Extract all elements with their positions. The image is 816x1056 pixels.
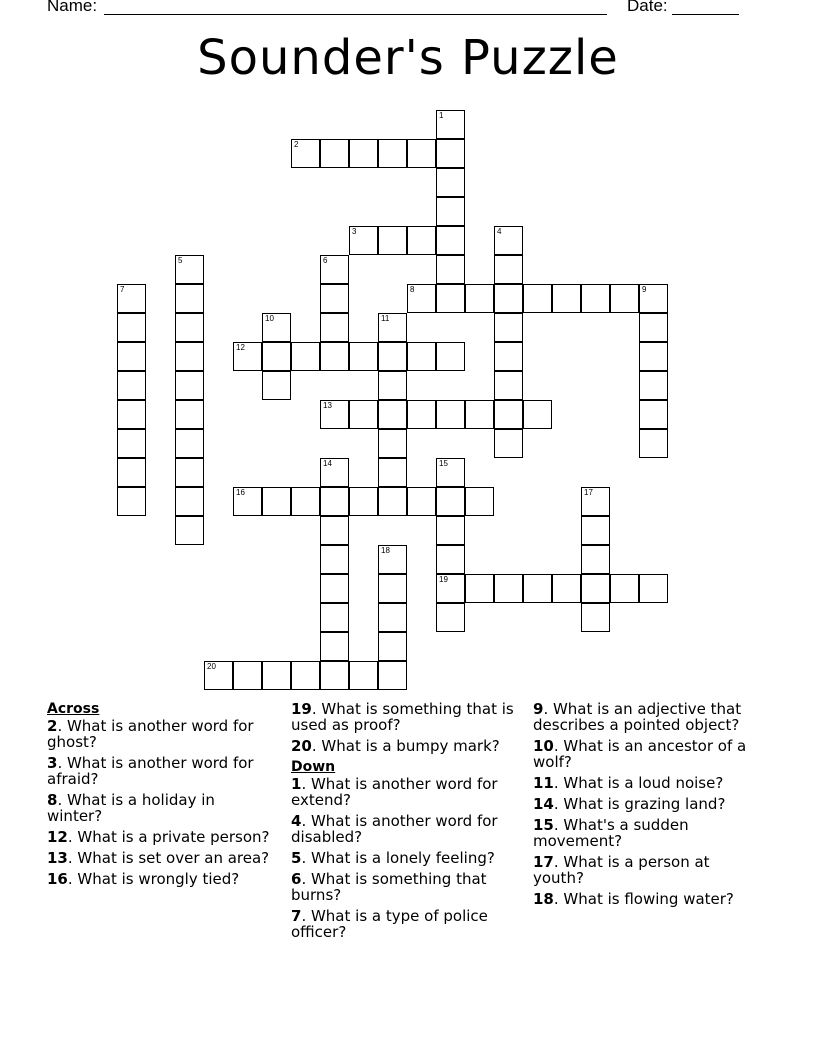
grid-cell[interactable] — [581, 574, 610, 603]
grid-cell[interactable] — [349, 139, 378, 168]
clue-text: . What is a bumpy mark? — [311, 737, 500, 755]
down-heading: Down — [291, 759, 336, 775]
grid-cell[interactable] — [320, 661, 349, 690]
grid-cell[interactable] — [465, 574, 494, 603]
grid-cell[interactable] — [175, 458, 204, 487]
page-title: Sounder's Puzzle — [197, 30, 619, 86]
grid-cell[interactable] — [117, 284, 146, 313]
grid-cell[interactable] — [523, 574, 552, 603]
clue-number: 3 — [47, 754, 58, 772]
cell-number: 19 — [439, 575, 448, 584]
clue-number: 12 — [47, 828, 68, 846]
cell-number: 13 — [323, 401, 332, 410]
clue-text: . What is something that burns? — [291, 870, 487, 904]
cell-number: 16 — [236, 488, 245, 497]
date-field-line[interactable] — [672, 14, 739, 15]
clue-item — [533, 738, 758, 770]
clue-text: . What is something that is used as proof? — [291, 700, 514, 734]
grid-cell[interactable] — [436, 226, 465, 255]
grid-cell[interactable] — [494, 226, 523, 255]
grid-cell[interactable] — [175, 371, 204, 400]
grid-cell[interactable] — [320, 632, 349, 661]
grid-cell[interactable] — [581, 516, 610, 545]
grid-cell[interactable] — [378, 545, 407, 574]
clue-number: 5 — [291, 849, 302, 867]
grid-cell[interactable] — [378, 400, 407, 429]
clue-text: . What is a lonely feeling? — [301, 849, 495, 867]
grid-cell[interactable] — [320, 458, 349, 487]
grid-cell[interactable] — [291, 342, 320, 371]
grid-cell[interactable] — [378, 574, 407, 603]
clue-number: 14 — [533, 795, 554, 813]
grid-cell[interactable] — [378, 226, 407, 255]
grid-cell[interactable] — [233, 661, 262, 690]
clue-column-2 — [291, 701, 516, 945]
grid-cell[interactable] — [639, 284, 668, 313]
grid-cell[interactable] — [262, 487, 291, 516]
grid-cell[interactable] — [349, 226, 378, 255]
clue-text: . What is another word for disabled? — [291, 812, 498, 846]
grid-cell[interactable] — [523, 400, 552, 429]
grid-cell[interactable] — [465, 487, 494, 516]
grid-cell[interactable] — [494, 342, 523, 371]
grid-cell[interactable] — [610, 574, 639, 603]
grid-cell[interactable] — [378, 458, 407, 487]
clue-number: 17 — [533, 853, 554, 871]
grid-cell[interactable] — [291, 661, 320, 690]
cell-number: 6 — [323, 256, 328, 265]
clue-number: 10 — [533, 737, 554, 755]
grid-cell[interactable] — [639, 313, 668, 342]
cell-number: 2 — [294, 140, 299, 149]
cell-number: 7 — [120, 285, 125, 294]
grid-cell[interactable] — [407, 400, 436, 429]
cell-number: 15 — [439, 459, 448, 468]
grid-cell[interactable] — [262, 661, 291, 690]
name-label: Name: — [47, 0, 98, 15]
cell-number: 9 — [642, 285, 647, 294]
clue-number: 9 — [533, 700, 544, 718]
grid-cell[interactable] — [465, 284, 494, 313]
clue-number: 1 — [291, 775, 302, 793]
grid-cell[interactable] — [610, 284, 639, 313]
clue-text: . What is a holiday in winter? — [47, 791, 215, 825]
cell-number: 1 — [439, 111, 444, 120]
grid-cell[interactable] — [349, 342, 378, 371]
grid-cell[interactable] — [436, 487, 465, 516]
grid-cell[interactable] — [436, 603, 465, 632]
grid-cell[interactable] — [320, 603, 349, 632]
clue-text: . What is a private person? — [67, 828, 270, 846]
clue-text: . What is an ancestor of a wolf? — [533, 737, 747, 771]
grid-cell[interactable] — [436, 574, 465, 603]
clue-text: . What is another word for ghost? — [47, 717, 254, 751]
grid-cell[interactable] — [349, 400, 378, 429]
grid-cell[interactable] — [175, 487, 204, 516]
cell-number: 18 — [381, 546, 390, 555]
clue-item — [533, 817, 758, 849]
name-field-line[interactable] — [104, 14, 607, 15]
grid-cell[interactable] — [436, 255, 465, 284]
grid-cell[interactable] — [407, 487, 436, 516]
cell-number: 10 — [265, 314, 274, 323]
grid-cell[interactable] — [436, 342, 465, 371]
grid-cell[interactable] — [378, 313, 407, 342]
grid-cell[interactable] — [436, 516, 465, 545]
cell-number: 4 — [497, 227, 502, 236]
grid-cell[interactable] — [262, 313, 291, 342]
clue-item — [291, 850, 516, 866]
clue-item — [291, 871, 516, 903]
grid-cell[interactable] — [175, 516, 204, 545]
grid-cell[interactable] — [581, 487, 610, 516]
header-row — [47, 0, 747, 20]
clue-text: . What is grazing land? — [553, 795, 726, 813]
grid-cell[interactable] — [552, 284, 581, 313]
grid-cell[interactable] — [378, 429, 407, 458]
grid-cell[interactable] — [117, 458, 146, 487]
cell-number: 3 — [352, 227, 357, 236]
clue-number: 7 — [291, 907, 302, 925]
grid-cell[interactable] — [320, 545, 349, 574]
grid-cell[interactable] — [639, 429, 668, 458]
grid-cell[interactable] — [117, 400, 146, 429]
grid-cell[interactable] — [262, 371, 291, 400]
grid-cell[interactable] — [320, 574, 349, 603]
grid-cell[interactable] — [407, 284, 436, 313]
clue-item — [533, 891, 758, 907]
grid-cell[interactable] — [378, 487, 407, 516]
grid-cell[interactable] — [494, 429, 523, 458]
date-label: Date: — [627, 0, 668, 15]
grid-cell[interactable] — [639, 574, 668, 603]
across-heading: Across — [47, 701, 100, 717]
clue-number: 18 — [533, 890, 554, 908]
grid-cell[interactable] — [349, 487, 378, 516]
grid-cell[interactable] — [320, 400, 349, 429]
clue-text: . What is an adjective that describes a pointed object? — [533, 700, 742, 734]
grid-cell[interactable] — [320, 313, 349, 342]
clue-item — [291, 908, 516, 940]
cell-number: 20 — [207, 662, 216, 671]
clue-number: 6 — [291, 870, 302, 888]
grid-cell[interactable] — [320, 516, 349, 545]
cell-number: 5 — [178, 256, 183, 265]
grid-cell[interactable] — [639, 371, 668, 400]
grid-cell[interactable] — [581, 603, 610, 632]
grid-cell[interactable] — [494, 400, 523, 429]
grid-cell[interactable] — [117, 429, 146, 458]
clue-number: 16 — [47, 870, 68, 888]
clue-item — [47, 829, 272, 845]
grid-cell[interactable] — [378, 632, 407, 661]
grid-cell[interactable] — [378, 603, 407, 632]
grid-cell[interactable] — [494, 371, 523, 400]
clue-text: . What is a type of police officer? — [291, 907, 488, 941]
grid-cell[interactable] — [233, 342, 262, 371]
grid-cell[interactable] — [494, 284, 523, 313]
grid-cell[interactable] — [320, 255, 349, 284]
cell-number: 12 — [236, 343, 245, 352]
clue-text: . What is a loud noise? — [553, 774, 724, 792]
grid-cell[interactable] — [117, 342, 146, 371]
grid-cell[interactable] — [523, 284, 552, 313]
grid-cell[interactable] — [117, 487, 146, 516]
clue-item — [291, 813, 516, 845]
grid-cell[interactable] — [175, 284, 204, 313]
grid-cell[interactable] — [407, 139, 436, 168]
clue-item — [291, 738, 516, 754]
grid-cell[interactable] — [436, 197, 465, 226]
clue-item — [47, 850, 272, 866]
clue-item — [533, 854, 758, 886]
grid-cell[interactable] — [436, 400, 465, 429]
clue-item — [47, 792, 272, 824]
clue-item — [47, 871, 272, 887]
grid-cell[interactable] — [291, 139, 320, 168]
grid-cell[interactable] — [378, 342, 407, 371]
grid-cell[interactable] — [436, 110, 465, 139]
grid-cell[interactable] — [320, 487, 349, 516]
grid-cell[interactable] — [320, 284, 349, 313]
grid-cell[interactable] — [407, 342, 436, 371]
clue-item — [533, 796, 758, 812]
grid-cell[interactable] — [320, 342, 349, 371]
clue-number: 20 — [291, 737, 312, 755]
grid-cell[interactable] — [320, 139, 349, 168]
clue-column-1 — [47, 701, 272, 892]
grid-cell[interactable] — [494, 255, 523, 284]
clue-item — [533, 775, 758, 791]
grid-cell[interactable] — [378, 661, 407, 690]
clue-text: . What is flowing water? — [553, 890, 734, 908]
clue-item — [533, 701, 758, 733]
clue-text: . What's a sudden movement? — [533, 816, 689, 850]
clue-number: 2 — [47, 717, 58, 735]
clue-number: 19 — [291, 700, 312, 718]
grid-cell[interactable] — [291, 487, 320, 516]
grid-cell[interactable] — [639, 342, 668, 371]
grid-cell[interactable] — [494, 574, 523, 603]
grid-cell[interactable] — [233, 487, 262, 516]
clue-item — [291, 701, 516, 733]
cell-number: 8 — [410, 285, 415, 294]
grid-cell[interactable] — [378, 371, 407, 400]
grid-cell[interactable] — [262, 342, 291, 371]
cell-number: 14 — [323, 459, 332, 468]
cell-number: 17 — [584, 488, 593, 497]
clue-text: . What is another word for afraid? — [47, 754, 254, 788]
clue-column-3 — [533, 701, 758, 912]
grid-cell[interactable] — [436, 545, 465, 574]
grid-cell[interactable] — [494, 313, 523, 342]
clue-text: . What is another word for extend? — [291, 775, 498, 809]
cell-number: 11 — [381, 314, 390, 323]
grid-cell[interactable] — [436, 168, 465, 197]
clue-item — [291, 776, 516, 808]
grid-cell[interactable] — [204, 661, 233, 690]
clue-text: . What is a person at youth? — [533, 853, 710, 887]
clue-number: 11 — [533, 774, 554, 792]
grid-cell[interactable] — [581, 284, 610, 313]
grid-cell[interactable] — [175, 342, 204, 371]
grid-cell[interactable] — [407, 226, 436, 255]
grid-cell[interactable] — [436, 139, 465, 168]
grid-cell[interactable] — [175, 429, 204, 458]
clue-number: 8 — [47, 791, 58, 809]
grid-cell[interactable] — [117, 313, 146, 342]
clue-item — [47, 755, 272, 787]
clue-item — [47, 718, 272, 750]
grid-cell[interactable] — [581, 545, 610, 574]
grid-cell[interactable] — [175, 313, 204, 342]
grid-cell[interactable] — [378, 139, 407, 168]
grid-cell[interactable] — [465, 400, 494, 429]
grid-cell[interactable] — [552, 574, 581, 603]
grid-cell[interactable] — [436, 284, 465, 313]
clue-text: . What is set over an area? — [67, 849, 270, 867]
clue-text: . What is wrongly tied? — [67, 870, 240, 888]
clue-number: 13 — [47, 849, 68, 867]
grid-cell[interactable] — [436, 458, 465, 487]
grid-cell[interactable] — [639, 400, 668, 429]
grid-cell[interactable] — [349, 661, 378, 690]
clue-number: 4 — [291, 812, 302, 830]
grid-cell[interactable] — [175, 400, 204, 429]
clue-number: 15 — [533, 816, 554, 834]
grid-cell[interactable] — [175, 255, 204, 284]
grid-cell[interactable] — [117, 371, 146, 400]
